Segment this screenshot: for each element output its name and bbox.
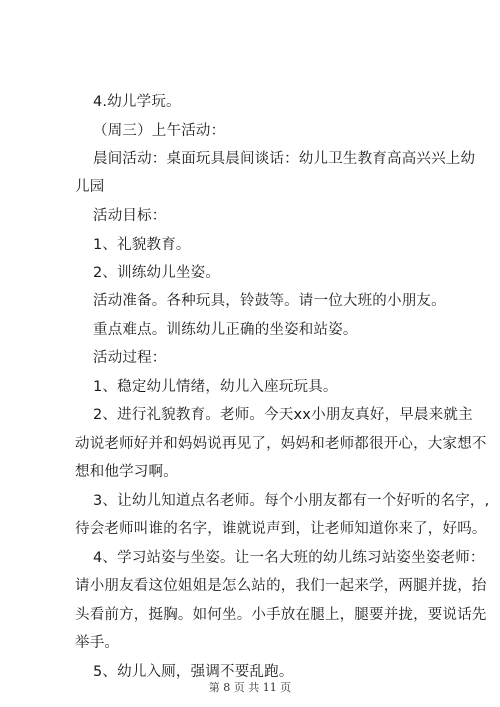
- text-line-3: 晨间活动：桌面玩具晨间谈话：幼儿卫生教育高高兴兴上幼: [93, 151, 476, 167]
- text-line-10: 活动过程：: [93, 350, 167, 366]
- text-line-13: 动说老师好并和妈妈说再见了，妈妈和老师都很开心，大家想不: [75, 436, 487, 452]
- text-line-5: 活动目标：: [93, 208, 167, 224]
- text-line-11: 1、稳定幼儿情绪，幼儿入座玩玩具。: [93, 379, 338, 395]
- text-line-15: 3、让幼儿知道点名老师。每个小朋友都有一个好听的名字，,: [93, 493, 490, 509]
- text-line-18: 请小朋友看这位姐姐是怎么站的，我们一起来学，两腿并拢，抬: [75, 578, 487, 594]
- text-line-9: 重点难点。训练幼儿正确的坐姿和站姿。: [93, 322, 358, 338]
- text-line-20: 举手。: [75, 635, 120, 651]
- text-line-7: 2、训练幼儿坐姿。: [93, 265, 221, 281]
- text-line-21: 5、幼儿入厕，强调不要乱跑。: [93, 664, 294, 680]
- text-line-19: 头看前方，挺胸。如何坐。小手放在腿上，腿要并拢，要说话先: [75, 607, 487, 623]
- text-line-17: 4、学习站姿与坐姿。让一名大班的幼儿练习站姿坐姿老师：: [93, 550, 485, 566]
- text-line-4: 儿园: [75, 179, 105, 195]
- text-line-12: 2、进行礼貌教育。老师。今天xx小朋友真好，早晨来就主: [93, 407, 473, 423]
- text-line-1: 4.幼儿学玩。: [93, 94, 181, 110]
- page-number-footer: 第 8 页 共 11 页: [208, 681, 292, 694]
- text-line-8: 活动准备。各种玩具，铃鼓等。请一位大班的小朋友。: [93, 293, 446, 309]
- text-line-2: （周三）上午活动：: [93, 123, 226, 139]
- text-line-6: 1、礼貌教育。: [93, 237, 191, 253]
- text-line-16: 待会老师叫谁的名字，谁就说声到，让老师知道你来了，好吗。: [75, 521, 487, 537]
- text-line-14: 想和他学习啊。: [75, 464, 178, 480]
